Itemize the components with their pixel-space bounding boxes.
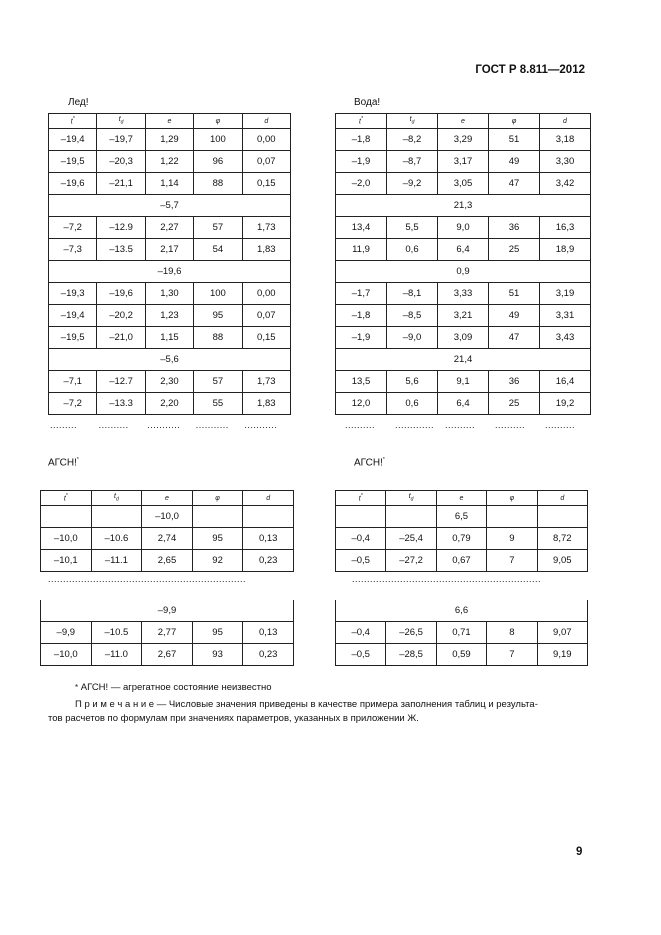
table-cell: –19,6 bbox=[49, 173, 97, 195]
table-row bbox=[49, 305, 291, 327]
table-group-row bbox=[336, 349, 591, 371]
table-cell: –19,3 bbox=[49, 283, 97, 305]
continuation-dots: .......... bbox=[545, 420, 576, 430]
col-header-e: e bbox=[145, 114, 193, 129]
table-group-row bbox=[41, 600, 294, 622]
table-cell: –7,2 bbox=[49, 393, 97, 415]
col-header-e: e bbox=[142, 491, 193, 506]
continuation-dots: .......... bbox=[345, 420, 376, 430]
table-cell: –20,3 bbox=[97, 151, 145, 173]
table-row bbox=[336, 327, 591, 349]
table-cell: 1,22 bbox=[145, 151, 193, 173]
table-cell: 57 bbox=[194, 371, 242, 393]
table-cell: 5,6 bbox=[387, 371, 438, 393]
table-cell: 1,23 bbox=[145, 305, 193, 327]
table-cell: 0,15 bbox=[242, 173, 290, 195]
table-cell: 3,09 bbox=[438, 327, 489, 349]
table-cell: 3,42 bbox=[540, 173, 591, 195]
table-cell: –11.1 bbox=[91, 550, 142, 572]
table-group-row bbox=[49, 261, 291, 283]
note-line-2: тов расчетов по формулам при значениях параметров, указанных в приложении Ж. bbox=[48, 713, 419, 724]
table-row bbox=[49, 393, 291, 415]
table-cell: 3,43 bbox=[540, 327, 591, 349]
table-header-row bbox=[336, 114, 591, 129]
table-cell: 1,83 bbox=[242, 239, 290, 261]
table-cell: 19,2 bbox=[540, 393, 591, 415]
table-cell: 51 bbox=[489, 283, 540, 305]
group-value: 21,4 bbox=[336, 349, 591, 371]
table-cell: –8,7 bbox=[387, 151, 438, 173]
table-cell: 0,07 bbox=[242, 305, 290, 327]
table-row bbox=[49, 217, 291, 239]
table-cell: 25 bbox=[489, 393, 540, 415]
table-cell: 1,73 bbox=[242, 371, 290, 393]
table-row bbox=[336, 393, 591, 415]
continuation-dots: .......... bbox=[495, 420, 526, 430]
table-cell: –7,2 bbox=[49, 217, 97, 239]
table-cell: –19,4 bbox=[49, 129, 97, 151]
table-cell: 3,29 bbox=[438, 129, 489, 151]
water-table bbox=[335, 113, 591, 415]
group-value: –19,6 bbox=[49, 261, 291, 283]
table-cell: –7,1 bbox=[49, 371, 97, 393]
group-value: –5,6 bbox=[49, 349, 291, 371]
table-group-row bbox=[336, 600, 588, 622]
table-cell: 2,30 bbox=[145, 371, 193, 393]
continuation-dots: ........... bbox=[195, 420, 229, 430]
table-cell: 0,71 bbox=[436, 622, 486, 644]
table-header-row bbox=[41, 491, 294, 506]
table-cell: –21,0 bbox=[97, 327, 145, 349]
water-table-title: Вода! bbox=[354, 97, 381, 108]
table-cell: –1,8 bbox=[336, 129, 387, 151]
table-cell: 49 bbox=[489, 305, 540, 327]
col-header-phi: φ bbox=[194, 114, 242, 129]
agsn-left-table-top bbox=[40, 490, 294, 572]
table-cell: –7,3 bbox=[49, 239, 97, 261]
table-cell: 100 bbox=[194, 129, 242, 151]
ice-table bbox=[48, 113, 291, 415]
table-group-row bbox=[41, 506, 294, 528]
table-row bbox=[336, 129, 591, 151]
table-cell: –9,2 bbox=[387, 173, 438, 195]
table-cell: –0,4 bbox=[336, 528, 386, 550]
table-row bbox=[41, 550, 294, 572]
table-cell: 1,14 bbox=[145, 173, 193, 195]
continuation-dots: ............. bbox=[395, 420, 435, 430]
table-row bbox=[336, 151, 591, 173]
table-cell: 100 bbox=[194, 283, 242, 305]
continuation-dots: ........... bbox=[244, 420, 278, 430]
col-header-d: d bbox=[537, 491, 587, 506]
agsn-left-title: АГСН!* bbox=[48, 457, 79, 469]
table-cell: 0,79 bbox=[436, 528, 486, 550]
table-cell: –0,5 bbox=[336, 644, 386, 666]
table-cell: –19,7 bbox=[97, 129, 145, 151]
agsn-right-table-top bbox=[335, 490, 588, 572]
table-cell: 3,05 bbox=[438, 173, 489, 195]
table-row bbox=[49, 151, 291, 173]
table-cell: –28,5 bbox=[386, 644, 436, 666]
table-cell: –10,0 bbox=[41, 528, 92, 550]
table-row bbox=[336, 173, 591, 195]
table-group-row bbox=[49, 349, 291, 371]
table-cell: 2,74 bbox=[142, 528, 193, 550]
table-cell: 0,23 bbox=[243, 550, 294, 572]
table-cell: 92 bbox=[192, 550, 243, 572]
table-cell: 95 bbox=[192, 622, 243, 644]
table-row bbox=[336, 239, 591, 261]
table-cell: –1,7 bbox=[336, 283, 387, 305]
table-cell: 7 bbox=[487, 550, 537, 572]
document-id: ГОСТ Р 8.811—2012 bbox=[475, 64, 585, 76]
table-group-row bbox=[336, 506, 588, 528]
table-cell: 2,67 bbox=[142, 644, 193, 666]
table-cell: 0,6 bbox=[387, 393, 438, 415]
col-header-phi: φ bbox=[489, 114, 540, 129]
continuation-dots: ......... bbox=[50, 420, 78, 430]
group-value: 21,3 bbox=[336, 195, 591, 217]
table-cell: 11,9 bbox=[336, 239, 387, 261]
table-cell: –2,0 bbox=[336, 173, 387, 195]
col-header-td: $t_d$ bbox=[97, 114, 145, 129]
table-cell: 0,23 bbox=[243, 644, 294, 666]
table-cell: –13.3 bbox=[97, 393, 145, 415]
continuation-dots: .......... bbox=[98, 420, 129, 430]
table-cell: 0,6 bbox=[387, 239, 438, 261]
table-row bbox=[49, 371, 291, 393]
empty-cell bbox=[41, 506, 92, 528]
table-cell: 0,07 bbox=[242, 151, 290, 173]
table-cell: 57 bbox=[194, 217, 242, 239]
table-cell: 9,07 bbox=[537, 622, 587, 644]
table-cell: 0,13 bbox=[243, 622, 294, 644]
table-row bbox=[336, 305, 591, 327]
table-cell: 3,18 bbox=[540, 129, 591, 151]
table-cell: 0,00 bbox=[242, 129, 290, 151]
footnote-text: АГСН! — агрегатное состояние неизвестно bbox=[80, 682, 272, 693]
table-cell: 54 bbox=[194, 239, 242, 261]
table-cell: –8,5 bbox=[387, 305, 438, 327]
table-cell: –20,2 bbox=[97, 305, 145, 327]
table-row bbox=[336, 283, 591, 305]
empty-cell bbox=[537, 506, 587, 528]
table-cell: 9 bbox=[487, 528, 537, 550]
table-cell: –13.5 bbox=[97, 239, 145, 261]
continuation-dots: ........... bbox=[147, 420, 181, 430]
empty-cell bbox=[91, 506, 142, 528]
group-value: –10,0 bbox=[142, 506, 193, 528]
table-cell: –9,9 bbox=[41, 622, 92, 644]
table-cell: –19,4 bbox=[49, 305, 97, 327]
col-header-t: t* bbox=[41, 491, 92, 506]
table-row bbox=[336, 550, 588, 572]
footnote-mark: * bbox=[75, 683, 79, 692]
col-header-d: d bbox=[243, 491, 294, 506]
table-cell: 2,65 bbox=[142, 550, 193, 572]
table-cell: 3,31 bbox=[540, 305, 591, 327]
table-cell: 0,67 bbox=[436, 550, 486, 572]
col-header-td: $t_d$ bbox=[387, 114, 438, 129]
table-cell: 8 bbox=[487, 622, 537, 644]
group-value: –9,9 bbox=[41, 600, 294, 622]
table-header-row bbox=[49, 114, 291, 129]
table-cell: 9,0 bbox=[438, 217, 489, 239]
table-cell: 3,33 bbox=[438, 283, 489, 305]
agsn-right-title: АГСН!* bbox=[354, 457, 385, 469]
table-row bbox=[336, 528, 588, 550]
agsn-right-end-dots: ................................................................... bbox=[360, 658, 562, 668]
table-group-row bbox=[336, 195, 591, 217]
empty-cell bbox=[336, 506, 386, 528]
table-row bbox=[41, 622, 294, 644]
table-cell: –8,2 bbox=[387, 129, 438, 151]
table-row bbox=[49, 173, 291, 195]
table-cell: 95 bbox=[192, 528, 243, 550]
col-header-t: t* bbox=[336, 114, 387, 129]
note-text: — Числовые значения приведены в качестве примера заполнения таблиц и результа- bbox=[154, 699, 538, 710]
table-cell: 2,20 bbox=[145, 393, 193, 415]
col-header-td: $t_d$ bbox=[91, 491, 142, 506]
agsn-left-end-dots: ................................................................... bbox=[58, 658, 260, 668]
table-cell: –12.7 bbox=[97, 371, 145, 393]
table-cell: –1,9 bbox=[336, 327, 387, 349]
agsn-right-table-bottom bbox=[335, 600, 588, 666]
table-cell: 9,1 bbox=[438, 371, 489, 393]
table-cell: 47 bbox=[489, 327, 540, 349]
col-header-e: e bbox=[438, 114, 489, 129]
table-cell: –1,8 bbox=[336, 305, 387, 327]
table-row bbox=[49, 239, 291, 261]
group-value: 6,5 bbox=[436, 506, 486, 528]
table-cell: 36 bbox=[489, 217, 540, 239]
table-cell: 88 bbox=[194, 173, 242, 195]
col-header-td: $t_d$ bbox=[386, 491, 436, 506]
group-value: –5,7 bbox=[49, 195, 291, 217]
col-header-d: d bbox=[242, 114, 290, 129]
empty-cell bbox=[243, 506, 294, 528]
table-cell: 0,00 bbox=[242, 283, 290, 305]
table-cell: 13,5 bbox=[336, 371, 387, 393]
table-cell: –27,2 bbox=[386, 550, 436, 572]
empty-cell bbox=[487, 506, 537, 528]
table-cell: 9,05 bbox=[537, 550, 587, 572]
table-cell: –0,4 bbox=[336, 622, 386, 644]
table-cell: 1,30 bbox=[145, 283, 193, 305]
table-cell: 0,15 bbox=[242, 327, 290, 349]
table-cell: –0,5 bbox=[336, 550, 386, 572]
group-value: 0,9 bbox=[336, 261, 591, 283]
table-cell: –19,5 bbox=[49, 327, 97, 349]
continuation-dots: .......... bbox=[445, 420, 476, 430]
col-header-t: t* bbox=[336, 491, 386, 506]
table-row bbox=[336, 371, 591, 393]
table-cell: 96 bbox=[194, 151, 242, 173]
table-cell: –26,5 bbox=[386, 622, 436, 644]
table-cell: 25 bbox=[489, 239, 540, 261]
table-cell: 3,30 bbox=[540, 151, 591, 173]
table-cell: 1,15 bbox=[145, 327, 193, 349]
group-value: 6,6 bbox=[336, 600, 588, 622]
table-cell: –10.6 bbox=[91, 528, 142, 550]
table-cell: 1,29 bbox=[145, 129, 193, 151]
note-label: П р и м е ч а н и е bbox=[75, 699, 155, 710]
table-row bbox=[41, 528, 294, 550]
agsn-left-table-bottom bbox=[40, 600, 294, 666]
col-header-e: e bbox=[436, 491, 486, 506]
table-cell: 3,19 bbox=[540, 283, 591, 305]
table-cell: –19,5 bbox=[49, 151, 97, 173]
table-cell: –12.9 bbox=[97, 217, 145, 239]
table-group-row bbox=[336, 261, 591, 283]
table-cell: 36 bbox=[489, 371, 540, 393]
table-cell: –11.0 bbox=[91, 644, 142, 666]
note-line-1 bbox=[75, 699, 595, 710]
table-cell: 0,59 bbox=[436, 644, 486, 666]
table-header-row bbox=[336, 491, 588, 506]
table-cell: 95 bbox=[194, 305, 242, 327]
table-group-row bbox=[49, 195, 291, 217]
table-cell: 3,21 bbox=[438, 305, 489, 327]
table-cell: 88 bbox=[194, 327, 242, 349]
table-cell: 7 bbox=[487, 644, 537, 666]
table-cell: 5,5 bbox=[387, 217, 438, 239]
table-cell: 1,73 bbox=[242, 217, 290, 239]
col-header-phi: φ bbox=[487, 491, 537, 506]
agsn-right-mid-dots: ............................................................... bbox=[352, 574, 542, 584]
table-cell: 93 bbox=[192, 644, 243, 666]
table-cell: 18,9 bbox=[540, 239, 591, 261]
table-cell: –10,1 bbox=[41, 550, 92, 572]
agsn-left-mid-dots: .................................................................. bbox=[48, 574, 247, 584]
table-cell: –25,4 bbox=[386, 528, 436, 550]
table-row bbox=[49, 327, 291, 349]
table-cell: 49 bbox=[489, 151, 540, 173]
table-cell: 47 bbox=[489, 173, 540, 195]
table-cell: 12,0 bbox=[336, 393, 387, 415]
table-cell: –1,9 bbox=[336, 151, 387, 173]
table-cell: 0,13 bbox=[243, 528, 294, 550]
table-cell: 3,17 bbox=[438, 151, 489, 173]
table-cell: 13,4 bbox=[336, 217, 387, 239]
footnote bbox=[75, 682, 272, 693]
table-cell: 55 bbox=[194, 393, 242, 415]
table-row bbox=[336, 217, 591, 239]
table-cell: –9,0 bbox=[387, 327, 438, 349]
table-cell: –19,6 bbox=[97, 283, 145, 305]
table-cell: 2,77 bbox=[142, 622, 193, 644]
table-cell: 16,4 bbox=[540, 371, 591, 393]
table-cell: 6,4 bbox=[438, 393, 489, 415]
table-cell: 9,19 bbox=[537, 644, 587, 666]
table-cell: 2,17 bbox=[145, 239, 193, 261]
page-number: 9 bbox=[576, 846, 583, 858]
table-cell: –10,0 bbox=[41, 644, 92, 666]
table-cell: –21,1 bbox=[97, 173, 145, 195]
table-row bbox=[49, 283, 291, 305]
table-cell: 8,72 bbox=[537, 528, 587, 550]
table-row bbox=[336, 622, 588, 644]
table-cell: –8,1 bbox=[387, 283, 438, 305]
table-cell: 51 bbox=[489, 129, 540, 151]
empty-cell bbox=[386, 506, 436, 528]
table-row bbox=[49, 129, 291, 151]
col-header-t: t* bbox=[49, 114, 97, 129]
table-cell: 1,83 bbox=[242, 393, 290, 415]
col-header-d: d bbox=[540, 114, 591, 129]
table-cell: 2,27 bbox=[145, 217, 193, 239]
table-cell: 16,3 bbox=[540, 217, 591, 239]
table-cell: 6,4 bbox=[438, 239, 489, 261]
empty-cell bbox=[192, 506, 243, 528]
col-header-phi: φ bbox=[192, 491, 243, 506]
table-cell: –10.5 bbox=[91, 622, 142, 644]
ice-table-title: Лед! bbox=[68, 97, 89, 108]
